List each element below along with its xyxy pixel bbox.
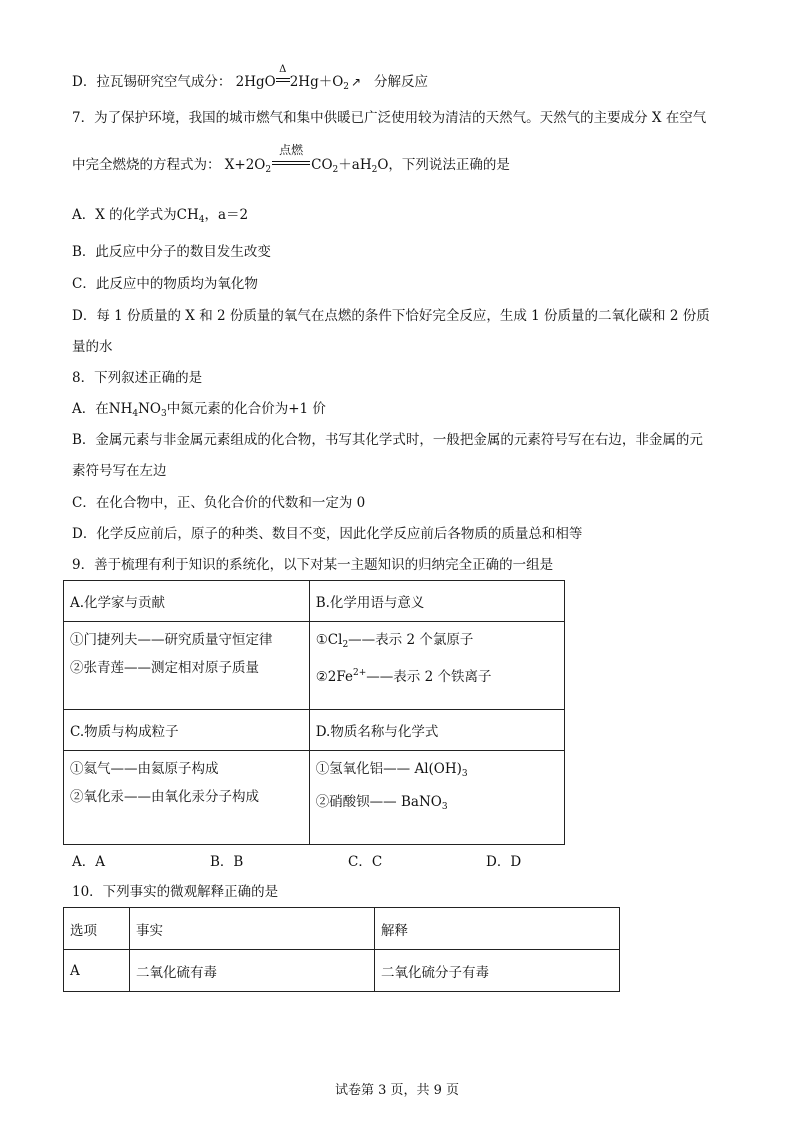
q7-option-a [72, 205, 248, 230]
q7-eq-co2: CO [311, 157, 333, 173]
q9-b-l2-pre: ②2Fe [315, 669, 353, 685]
subscript: 3 [441, 802, 448, 812]
q7-eq-o: O [377, 157, 389, 173]
subscript: 3 [160, 409, 167, 419]
subscript: 4 [198, 215, 205, 225]
equals-bar [272, 161, 310, 165]
q7-eq-h2o: ＋aH [338, 157, 372, 173]
q9-d-l1-pre: ①氢氧化铝—— Al(OH) [315, 761, 462, 777]
q9-a-line2: ②张青莲——测定相对原子质量 [70, 660, 259, 676]
q8-option-d: D．化学反应前后，原子的种类、数目不变，因此化学反应前后各物质的质量总和相等 [72, 526, 583, 542]
q7-option-a-prefix: A．X 的化学式为 [72, 207, 177, 223]
q9-stem: 9．善于梳理有利于知识的系统化，以下对某一主题知识的归纳完全正确的一组是 [72, 557, 554, 573]
q8-option-b-line2: 素符号写在左边 [72, 463, 167, 479]
q8-option-b-line1: B．金属元素与非金属元素组成的化合物，书写其化学式时，一般把金属的元素符号写在右边，非金属的元 [72, 432, 703, 448]
q7-option-c: C．此反应中的物质均为氧化物 [72, 276, 258, 292]
q7-stem-suffix: ，下列说法正确的是 [388, 157, 510, 173]
q6-option-d-label: D．拉瓦锡研究空气成分： [72, 74, 232, 90]
q10-header-fact: 事实 [130, 908, 375, 950]
q8-stem: 8．下列叙述正确的是 [72, 370, 203, 386]
q7-option-a-suffix: ，a＝2 [204, 207, 249, 223]
q9-b-l1-pre: ①Cl [315, 632, 343, 648]
q8-option-a-suffix: 中氮元素的化合价为+1 价 [166, 401, 326, 417]
reaction-type: 分解反应 [373, 74, 428, 90]
subscript: 2 [371, 165, 378, 175]
ignite-condition [271, 143, 311, 175]
q10-header-option: 选项 [64, 908, 130, 950]
table-cell: 二氧化硫分子有毒 [375, 950, 620, 992]
q9-d-line2 [316, 792, 558, 817]
q8-option-c: C．在化合物中，正、负化合价的代数和一定为 0 [72, 495, 366, 511]
page-footer: 试卷第 3 页，共 9 页 [334, 1083, 460, 1098]
q9-b-line2 [316, 663, 558, 687]
q9-d-l2-pre: ②硝酸钡—— BaNO [315, 794, 442, 810]
q10-header-explanation: 解释 [375, 908, 620, 950]
q7-option-a-formula: CH [176, 207, 199, 223]
q9-cell-a-body [64, 622, 310, 710]
q8-option-a [72, 399, 326, 424]
table-cell: 二氧化硫有毒 [130, 950, 375, 992]
q9-c-line2: ②氧化汞——由氧化汞分子构成 [70, 789, 259, 805]
q9-option-a: A．A [72, 854, 105, 870]
subscript: 3 [461, 769, 468, 779]
superscript: 2+ [353, 668, 367, 678]
q9-option-b: B．B [210, 854, 244, 870]
q9-option-c: C．C [348, 854, 383, 870]
q10-table [63, 907, 620, 992]
q9-cell-c-body [64, 751, 310, 845]
heat-symbol: Δ [279, 64, 287, 75]
q9-d-line1 [316, 759, 558, 784]
subscript: 2 [265, 165, 272, 175]
q9-c-line1: ①氦气——由氦原子构成 [70, 761, 219, 777]
q9-option-d: D．D [486, 854, 522, 870]
q6-eq-lhs: 2HgO [235, 74, 276, 90]
q7-stem-line2 [72, 143, 510, 180]
q7-option-b: B．此反应中分子的数目发生改变 [72, 244, 271, 260]
heat-condition [276, 64, 290, 92]
q9-cell-d-body [309, 751, 564, 845]
q7-option-d-line2: 量的水 [72, 339, 113, 355]
q9-b-line1 [316, 630, 558, 655]
subscript: 4 [132, 409, 139, 419]
q6-eq-rhs: 2Hg＋O [289, 74, 344, 90]
formula-part: NH [108, 401, 133, 417]
q9-b-l2-post: ——表示 2 个铁离子 [366, 669, 492, 685]
q9-cell-a-title: A.化学家与贡献 [64, 581, 310, 622]
q7-stem-prefix: 中完全燃烧的方程式为： [72, 157, 221, 173]
q9-cell-b-body [309, 622, 564, 710]
q9-a-line1: ①门捷列夫——研究质量守恒定律 [70, 632, 273, 648]
q7-stem-line1: 7．为了保护环境，我国的城市燃气和集中供暖已广泛使用较为清洁的天然气。天然气的主要成分 X 在空气 [72, 110, 707, 126]
subscript: 2 [332, 165, 339, 175]
q8-option-a-prefix: A．在 [72, 401, 109, 417]
formula-part: NO [138, 401, 161, 417]
q6-option-d [72, 64, 428, 97]
table-cell: A [64, 950, 130, 992]
q10-stem: 10．下列事实的微观解释正确的是 [72, 884, 279, 900]
q9-cell-d-title: D.物质名称与化学式 [309, 710, 564, 751]
q9-table [63, 580, 565, 845]
gas-arrow-icon: ↗ [351, 75, 362, 89]
q9-cell-c-title: C.物质与构成粒子 [64, 710, 310, 751]
subscript: 2 [342, 640, 349, 650]
ignite-label: 点燃 [279, 143, 304, 157]
subscript: 2 [343, 82, 350, 92]
q7-option-d-line1: D．每 1 份质量的 X 和 2 份质量的氧气在点燃的条件下恰好完全反应，生成 1 份质量的二氧化碳和 2 份质 [72, 308, 710, 324]
q7-eq-lhs: X+2O [224, 157, 266, 173]
q9-b-l1-post: ——表示 2 个氯原子 [348, 632, 474, 648]
q9-cell-b-title: B.化学用语与意义 [309, 581, 564, 622]
